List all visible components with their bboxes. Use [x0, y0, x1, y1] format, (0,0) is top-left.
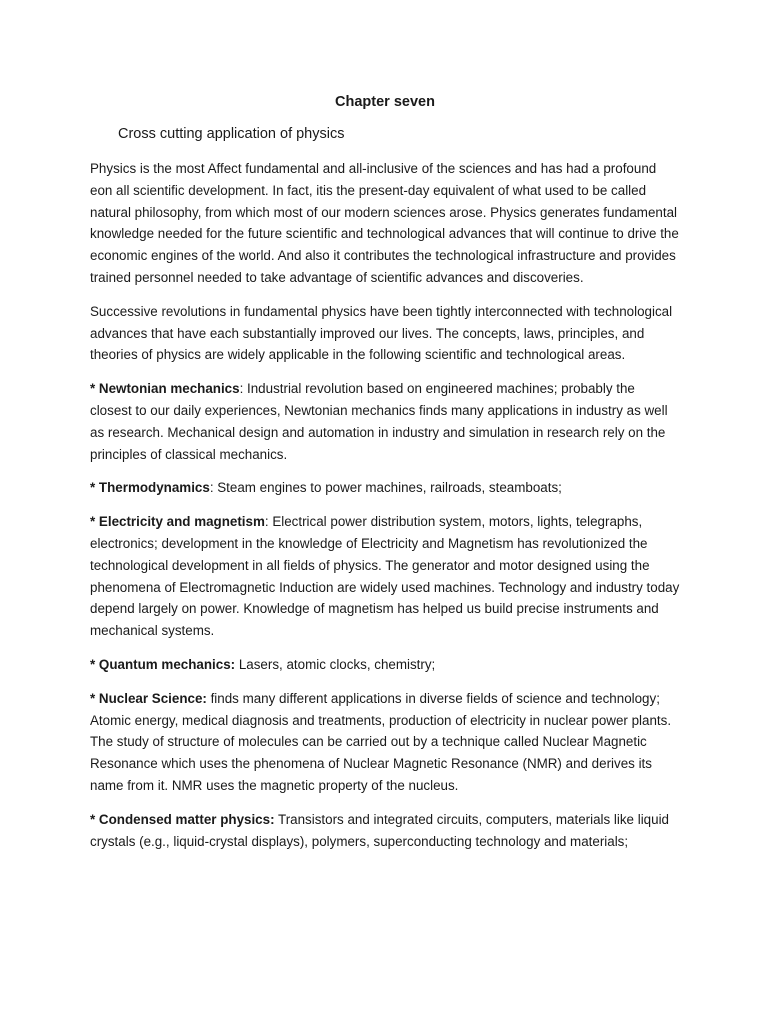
bullet-text: Lasers, atomic clocks, chemistry; — [235, 656, 436, 672]
bullet-quantum-mechanics — [90, 654, 680, 676]
bullet-nuclear-science — [90, 688, 680, 797]
chapter-title: Chapter seven — [335, 94, 435, 110]
revolutions-paragraph: Successive revolutions in fundamental physics have been tightly interconnected with technological advances that have each substantially improved our lives. The concepts, laws, principles, and theories of physics are widely applicable in the following scientific and technological areas. — [90, 303, 673, 363]
section-subtitle: Cross cutting application of physics — [118, 126, 345, 142]
bullet-term: * Condensed matter physics: — [90, 811, 275, 827]
bullet-text: Transistors and integrated circuits, computers, materials like liquid crystals (e.g., liquid-crystal displays), polymers, superconducting technology and materials; — [90, 811, 669, 849]
bullet-electricity-magnetism — [90, 511, 680, 642]
bullet-term: * Nuclear Science: — [90, 690, 207, 706]
intro-paragraph: Physics is the most Affect fundamental and all-inclusive of the sciences and has had a profound eon all scientific development. In fact, itis the present-day equivalent of what used to be called natural philosophy, from which most of our modern sciences arose. Physics generates fundamental knowledge needed for the future scientific and technological advances that will continue to drive the economic engines of the world. And also it contributes the technological infrastructure and provides trained personnel needed to take advantage of scientific advances and discoveries. — [90, 161, 679, 285]
document-page — [90, 94, 680, 864]
bullet-condensed-matter-physics — [90, 809, 680, 853]
bullet-term: * Newtonian mechanics — [90, 381, 240, 397]
bullet-term: * Electricity and magnetism — [90, 514, 265, 530]
bullet-text: finds many different applications in diverse fields of science and technology; Atomic energy, medical diagnosis and treatments, production of electricity in nuclear power plants. The study of structure of molecules can be carried out by a technique called Nuclear Magnetic Resonance which uses the phenomena of Nuclear Magnetic Resonance (NMR) and derives its name from it. NMR uses the magnetic property of the nucleus. — [90, 690, 672, 793]
bullet-text: : Industrial revolution based on engineered machines; probably the closest to our daily experiences, Newtonian mechanics finds many applications in industry as well as research. Mechanical design and automation in industry and simulation in research rely on the principles of classical mechanics. — [90, 381, 668, 462]
bullet-term: * Quantum mechanics: — [90, 656, 236, 672]
bullet-thermodynamics — [90, 477, 680, 499]
bullet-term: * Thermodynamics — [90, 480, 210, 496]
bullet-text: : Electrical power distribution system, motors, lights, telegraphs, electronics; development in the knowledge of Electricity and Magnetism has revolutionized the technological development in all fields of physics. The generator and motor designed using the phenomena of Electromagnetic Induction are widely used machines. Technology and industry today depend largely on power. Knowledge of magnetism has helped us build precise instruments and mechanical systems. — [90, 514, 680, 639]
bullet-text: : Steam engines to power machines, railroads, steamboats; — [209, 480, 562, 496]
bullet-newtonian-mechanics — [90, 378, 680, 465]
